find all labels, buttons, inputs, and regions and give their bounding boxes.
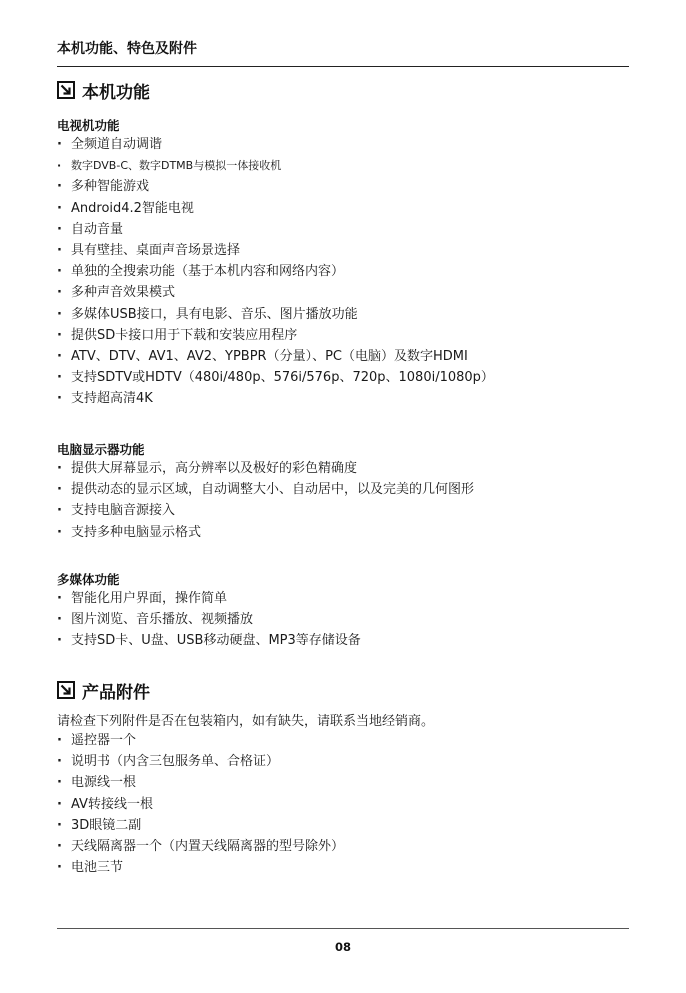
list-item: · Android4.2智能电视 xyxy=(57,198,494,219)
list-item: · 提供动态的显示区域，自动调整大小、自动居中，以及完美的几何图形 xyxy=(57,479,474,500)
list-item: · 支持多种电脑显示格式 xyxy=(57,522,474,543)
list-item: · 自动音量 xyxy=(57,219,494,240)
list-item: · 图片浏览、音乐播放、视频播放 xyxy=(57,609,361,630)
page-number: 08 xyxy=(334,940,351,954)
multimedia-feature-list xyxy=(57,588,361,652)
section-marker-icon xyxy=(57,81,75,99)
section-title-features xyxy=(57,78,150,102)
list-item: · 多种智能游戏 xyxy=(57,176,494,197)
header-rule xyxy=(57,66,629,67)
list-item: · 天线隔离器一个（内置天线隔离器的型号除外） xyxy=(57,836,344,857)
list-item: · 具有壁挂、桌面声音场景选择 xyxy=(57,240,494,261)
list-item: · AV转接线一根 xyxy=(57,794,344,815)
section-marker-icon xyxy=(57,681,75,699)
list-item: · 多媒体USB接口，具有电影、音乐、图片播放功能 xyxy=(57,304,494,325)
list-item: · 多种声音效果模式 xyxy=(57,282,494,303)
subsection-title-pc: 电脑显示器功能 xyxy=(57,442,145,457)
list-item: · 电源线一根 xyxy=(57,772,344,793)
list-item: · 说明书（内含三包服务单、合格证） xyxy=(57,751,344,772)
accessories-intro: 请检查下列附件是否在包装箱内，如有缺失，请联系当地经销商。 xyxy=(57,714,435,729)
section-title-text: 产品附件 xyxy=(82,682,150,703)
list-item: · ATV、DTV、AV1、AV2、YPBPR（分量）、PC（电脑）及数字HDMI xyxy=(57,346,494,367)
list-item: · 数字DVB-C、数字DTMB与模拟一体接收机 xyxy=(57,155,494,176)
list-item: · 遥控器一个 xyxy=(57,730,344,751)
section-title-accessories xyxy=(57,678,150,702)
running-title: 本机功能、特色及附件 xyxy=(57,41,197,57)
list-item: · 支持电脑音源接入 xyxy=(57,500,474,521)
list-item: · 支持SD卡、U盘、USB移动硬盘、MP3等存储设备 xyxy=(57,630,361,651)
list-item: · 支持超高清4K xyxy=(57,388,494,409)
subsection-title-tv: 电视机功能 xyxy=(57,118,120,133)
list-item: · 提供大屏幕显示，高分辨率以及极好的彩色精确度 xyxy=(57,458,474,479)
list-item: · 3D眼镜二副 xyxy=(57,815,344,836)
list-item: · 智能化用户界面，操作简单 xyxy=(57,588,361,609)
list-item: · 提供SD卡接口用于下载和安装应用程序 xyxy=(57,325,494,346)
tv-feature-list xyxy=(57,134,494,409)
subsection-title-multimedia: 多媒体功能 xyxy=(57,572,120,587)
list-item: · 单独的全搜索功能（基于本机内容和网络内容） xyxy=(57,261,494,282)
footer-rule xyxy=(57,928,629,929)
list-item: · 支持SDTV或HDTV（480i/480p、576i/576p、720p、1080i/1080p） xyxy=(57,367,494,388)
accessories-list xyxy=(57,730,344,878)
list-item: · 全频道自动调谐 xyxy=(57,134,494,155)
list-item: · 电池三节 xyxy=(57,857,344,878)
section-title-text: 本机功能 xyxy=(82,82,150,103)
pc-feature-list xyxy=(57,458,474,543)
